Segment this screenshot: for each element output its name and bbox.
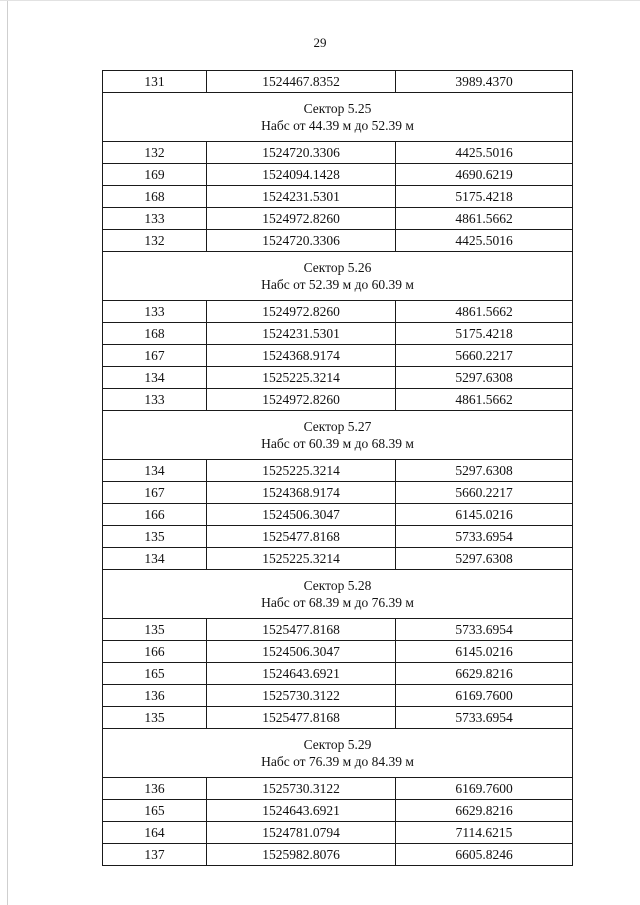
x-coordinate-cell: 1524467.8352 xyxy=(207,71,396,93)
table-row xyxy=(103,142,573,164)
table-row xyxy=(103,186,573,208)
table-row xyxy=(103,345,573,367)
y-coordinate-cell: 5733.6954 xyxy=(396,619,573,641)
y-coordinate-cell: 5297.6308 xyxy=(396,460,573,482)
table-row xyxy=(103,800,573,822)
x-coordinate-cell: 1524231.5301 xyxy=(207,186,396,208)
y-coordinate-cell: 6169.7600 xyxy=(396,778,573,800)
table-row xyxy=(103,301,573,323)
y-coordinate-cell: 5660.2217 xyxy=(396,345,573,367)
sector-height-range: Набс от 44.39 м до 52.39 м xyxy=(261,118,414,133)
sector-title: Сектор 5.26 xyxy=(303,260,372,275)
point-number-cell: 135 xyxy=(103,526,207,548)
table-row xyxy=(103,460,573,482)
table-row xyxy=(103,685,573,707)
point-number-cell: 134 xyxy=(103,367,207,389)
point-number-cell: 167 xyxy=(103,482,207,504)
point-number-cell: 165 xyxy=(103,663,207,685)
y-coordinate-cell: 7114.6215 xyxy=(396,822,573,844)
y-coordinate-cell: 6145.0216 xyxy=(396,504,573,526)
table-row xyxy=(103,663,573,685)
sector-header-cell xyxy=(103,729,573,778)
y-coordinate-cell: 4861.5662 xyxy=(396,208,573,230)
y-coordinate-cell: 5733.6954 xyxy=(396,707,573,729)
point-number-cell: 133 xyxy=(103,389,207,411)
point-number-cell: 134 xyxy=(103,460,207,482)
sector-header-row xyxy=(103,411,573,460)
x-coordinate-cell: 1524720.3306 xyxy=(207,142,396,164)
point-number-cell: 166 xyxy=(103,504,207,526)
point-number-cell: 132 xyxy=(103,142,207,164)
scan-edge-top xyxy=(0,0,640,1)
x-coordinate-cell: 1524972.8260 xyxy=(207,208,396,230)
point-number-cell: 132 xyxy=(103,230,207,252)
sector-height-range: Набс от 52.39 м до 60.39 м xyxy=(261,277,414,292)
sector-header-cell xyxy=(103,411,573,460)
point-number-cell: 167 xyxy=(103,345,207,367)
table-row xyxy=(103,707,573,729)
sector-title: Сектор 5.25 xyxy=(303,101,372,116)
x-coordinate-cell: 1525982.8076 xyxy=(207,844,396,866)
x-coordinate-cell: 1524720.3306 xyxy=(207,230,396,252)
y-coordinate-cell: 4690.6219 xyxy=(396,164,573,186)
x-coordinate-cell: 1524643.6921 xyxy=(207,663,396,685)
sector-title: Сектор 5.27 xyxy=(303,419,372,434)
x-coordinate-cell: 1524368.9174 xyxy=(207,345,396,367)
coordinates-table-body xyxy=(103,71,573,866)
point-number-cell: 137 xyxy=(103,844,207,866)
y-coordinate-cell: 3989.4370 xyxy=(396,71,573,93)
x-coordinate-cell: 1525225.3214 xyxy=(207,367,396,389)
point-number-cell: 131 xyxy=(103,71,207,93)
coordinates-table xyxy=(102,70,573,866)
y-coordinate-cell: 5175.4218 xyxy=(396,186,573,208)
table-row xyxy=(103,548,573,570)
x-coordinate-cell: 1524506.3047 xyxy=(207,641,396,663)
x-coordinate-cell: 1524781.0794 xyxy=(207,822,396,844)
x-coordinate-cell: 1525477.8168 xyxy=(207,707,396,729)
table-row xyxy=(103,389,573,411)
table-row xyxy=(103,526,573,548)
y-coordinate-cell: 6169.7600 xyxy=(396,685,573,707)
x-coordinate-cell: 1524368.9174 xyxy=(207,482,396,504)
sector-title: Сектор 5.29 xyxy=(303,737,372,752)
table-row xyxy=(103,323,573,345)
y-coordinate-cell: 4425.5016 xyxy=(396,230,573,252)
y-coordinate-cell: 5733.6954 xyxy=(396,526,573,548)
y-coordinate-cell: 5297.6308 xyxy=(396,367,573,389)
sector-height-range: Набс от 68.39 м до 76.39 м xyxy=(261,595,414,610)
sector-height-range: Набс от 60.39 м до 68.39 м xyxy=(261,436,414,451)
table-row xyxy=(103,641,573,663)
point-number-cell: 134 xyxy=(103,548,207,570)
y-coordinate-cell: 6145.0216 xyxy=(396,641,573,663)
y-coordinate-cell: 6605.8246 xyxy=(396,844,573,866)
point-number-cell: 136 xyxy=(103,685,207,707)
x-coordinate-cell: 1525225.3214 xyxy=(207,460,396,482)
y-coordinate-cell: 6629.8216 xyxy=(396,663,573,685)
sector-header-cell xyxy=(103,252,573,301)
sector-header-row xyxy=(103,93,573,142)
sector-header-row xyxy=(103,570,573,619)
point-number-cell: 169 xyxy=(103,164,207,186)
y-coordinate-cell: 4425.5016 xyxy=(396,142,573,164)
y-coordinate-cell: 5297.6308 xyxy=(396,548,573,570)
x-coordinate-cell: 1525225.3214 xyxy=(207,548,396,570)
table-row xyxy=(103,230,573,252)
table-row xyxy=(103,482,573,504)
scan-edge-left xyxy=(7,0,8,905)
sector-header-row xyxy=(103,729,573,778)
table-row xyxy=(103,208,573,230)
y-coordinate-cell: 4861.5662 xyxy=(396,301,573,323)
point-number-cell: 164 xyxy=(103,822,207,844)
x-coordinate-cell: 1524094.1428 xyxy=(207,164,396,186)
sector-header-cell xyxy=(103,570,573,619)
point-number-cell: 166 xyxy=(103,641,207,663)
point-number-cell: 133 xyxy=(103,301,207,323)
point-number-cell: 135 xyxy=(103,707,207,729)
sector-header-row xyxy=(103,252,573,301)
table-row xyxy=(103,367,573,389)
y-coordinate-cell: 4861.5662 xyxy=(396,389,573,411)
sector-header-cell xyxy=(103,93,573,142)
x-coordinate-cell: 1524972.8260 xyxy=(207,301,396,323)
x-coordinate-cell: 1524231.5301 xyxy=(207,323,396,345)
x-coordinate-cell: 1525477.8168 xyxy=(207,526,396,548)
table-row xyxy=(103,778,573,800)
x-coordinate-cell: 1524506.3047 xyxy=(207,504,396,526)
point-number-cell: 136 xyxy=(103,778,207,800)
table-row xyxy=(103,71,573,93)
x-coordinate-cell: 1524972.8260 xyxy=(207,389,396,411)
table-row xyxy=(103,164,573,186)
sector-height-range: Набс от 76.39 м до 84.39 м xyxy=(261,754,414,769)
sector-title: Сектор 5.28 xyxy=(303,578,372,593)
point-number-cell: 168 xyxy=(103,323,207,345)
point-number-cell: 165 xyxy=(103,800,207,822)
x-coordinate-cell: 1525730.3122 xyxy=(207,778,396,800)
x-coordinate-cell: 1524643.6921 xyxy=(207,800,396,822)
table-row xyxy=(103,619,573,641)
x-coordinate-cell: 1525477.8168 xyxy=(207,619,396,641)
y-coordinate-cell: 5175.4218 xyxy=(396,323,573,345)
point-number-cell: 168 xyxy=(103,186,207,208)
table-row xyxy=(103,822,573,844)
y-coordinate-cell: 6629.8216 xyxy=(396,800,573,822)
point-number-cell: 135 xyxy=(103,619,207,641)
point-number-cell: 133 xyxy=(103,208,207,230)
x-coordinate-cell: 1525730.3122 xyxy=(207,685,396,707)
table-row xyxy=(103,844,573,866)
y-coordinate-cell: 5660.2217 xyxy=(396,482,573,504)
table-row xyxy=(103,504,573,526)
page-number: 29 xyxy=(313,35,327,50)
